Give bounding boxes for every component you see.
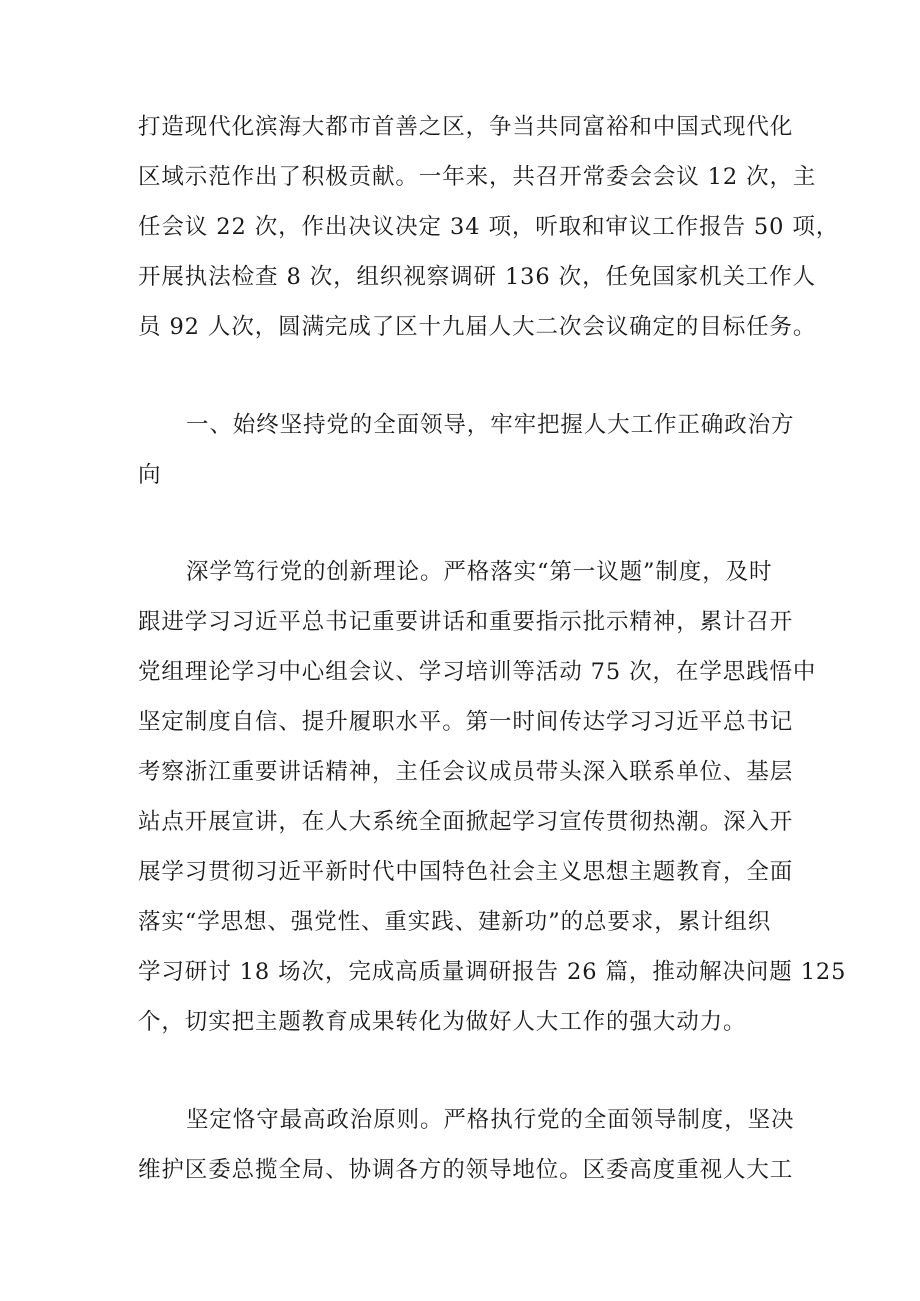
text-line: 开展执法检查 8 次，组织视察调研 136 次，任免国家机关工作人 [138, 264, 817, 290]
text-line: 深学笃行党的创新理论。严格落实“第一议题”制度，及时 [186, 559, 773, 585]
text-line: 员 92 人次，圆满完成了区十九届人大二次会议确定的目标任务。 [138, 314, 817, 340]
text-line: 跟进学习习近平总书记重要讲话和重要指示批示精神，累计召开 [138, 609, 794, 635]
text-line: 坚定制度自信、提升履职水平。第一时间传达学习习近平总书记 [138, 709, 794, 735]
text-line: 学习研讨 18 场次，完成高质量调研报告 26 篇，推动解决问题 125 [138, 959, 847, 985]
text-line: 任会议 22 次，作出决议决定 34 项，听取和审议工作报告 50 项， [138, 214, 840, 240]
heading-line: 一、始终坚持党的全面领导，牢牢把握人大工作正确政治方 [186, 412, 795, 438]
text-line: 区域示范作出了积极贡献。一年来，共召开常委会会议 12 次，主 [138, 164, 817, 190]
text-line: 党组理论学习中心组会议、学习培训等活动 75 次，在学思践悟中 [138, 659, 817, 685]
text-line: 个，切实把主题教育成果转化为做好人大工作的强大动力。 [138, 1009, 747, 1035]
text-line: 考察浙江重要讲话精神，主任会议成员带头深入联系单位、基层 [138, 759, 794, 785]
text-line: 落实“学思想、强党性、重实践、建新功”的总要求，累计组织 [138, 909, 772, 935]
text-line: 展学习贯彻习近平新时代中国特色社会主义思想主题教育，全面 [138, 859, 794, 885]
text-line: 维护区委总揽全局、协调各方的领导地位。区委高度重视人大工 [138, 1157, 794, 1183]
text-line: 坚定恪守最高政治原则。严格执行党的全面领导制度，坚决 [186, 1107, 795, 1133]
heading-line: 向 [138, 462, 162, 488]
text-line: 打造现代化滨海大都市首善之区，争当共同富裕和中国式现代化 [138, 114, 794, 140]
text-line: 站点开展宣讲，在人大系统全面掀起学习宣传贯彻热潮。深入开 [138, 809, 794, 835]
